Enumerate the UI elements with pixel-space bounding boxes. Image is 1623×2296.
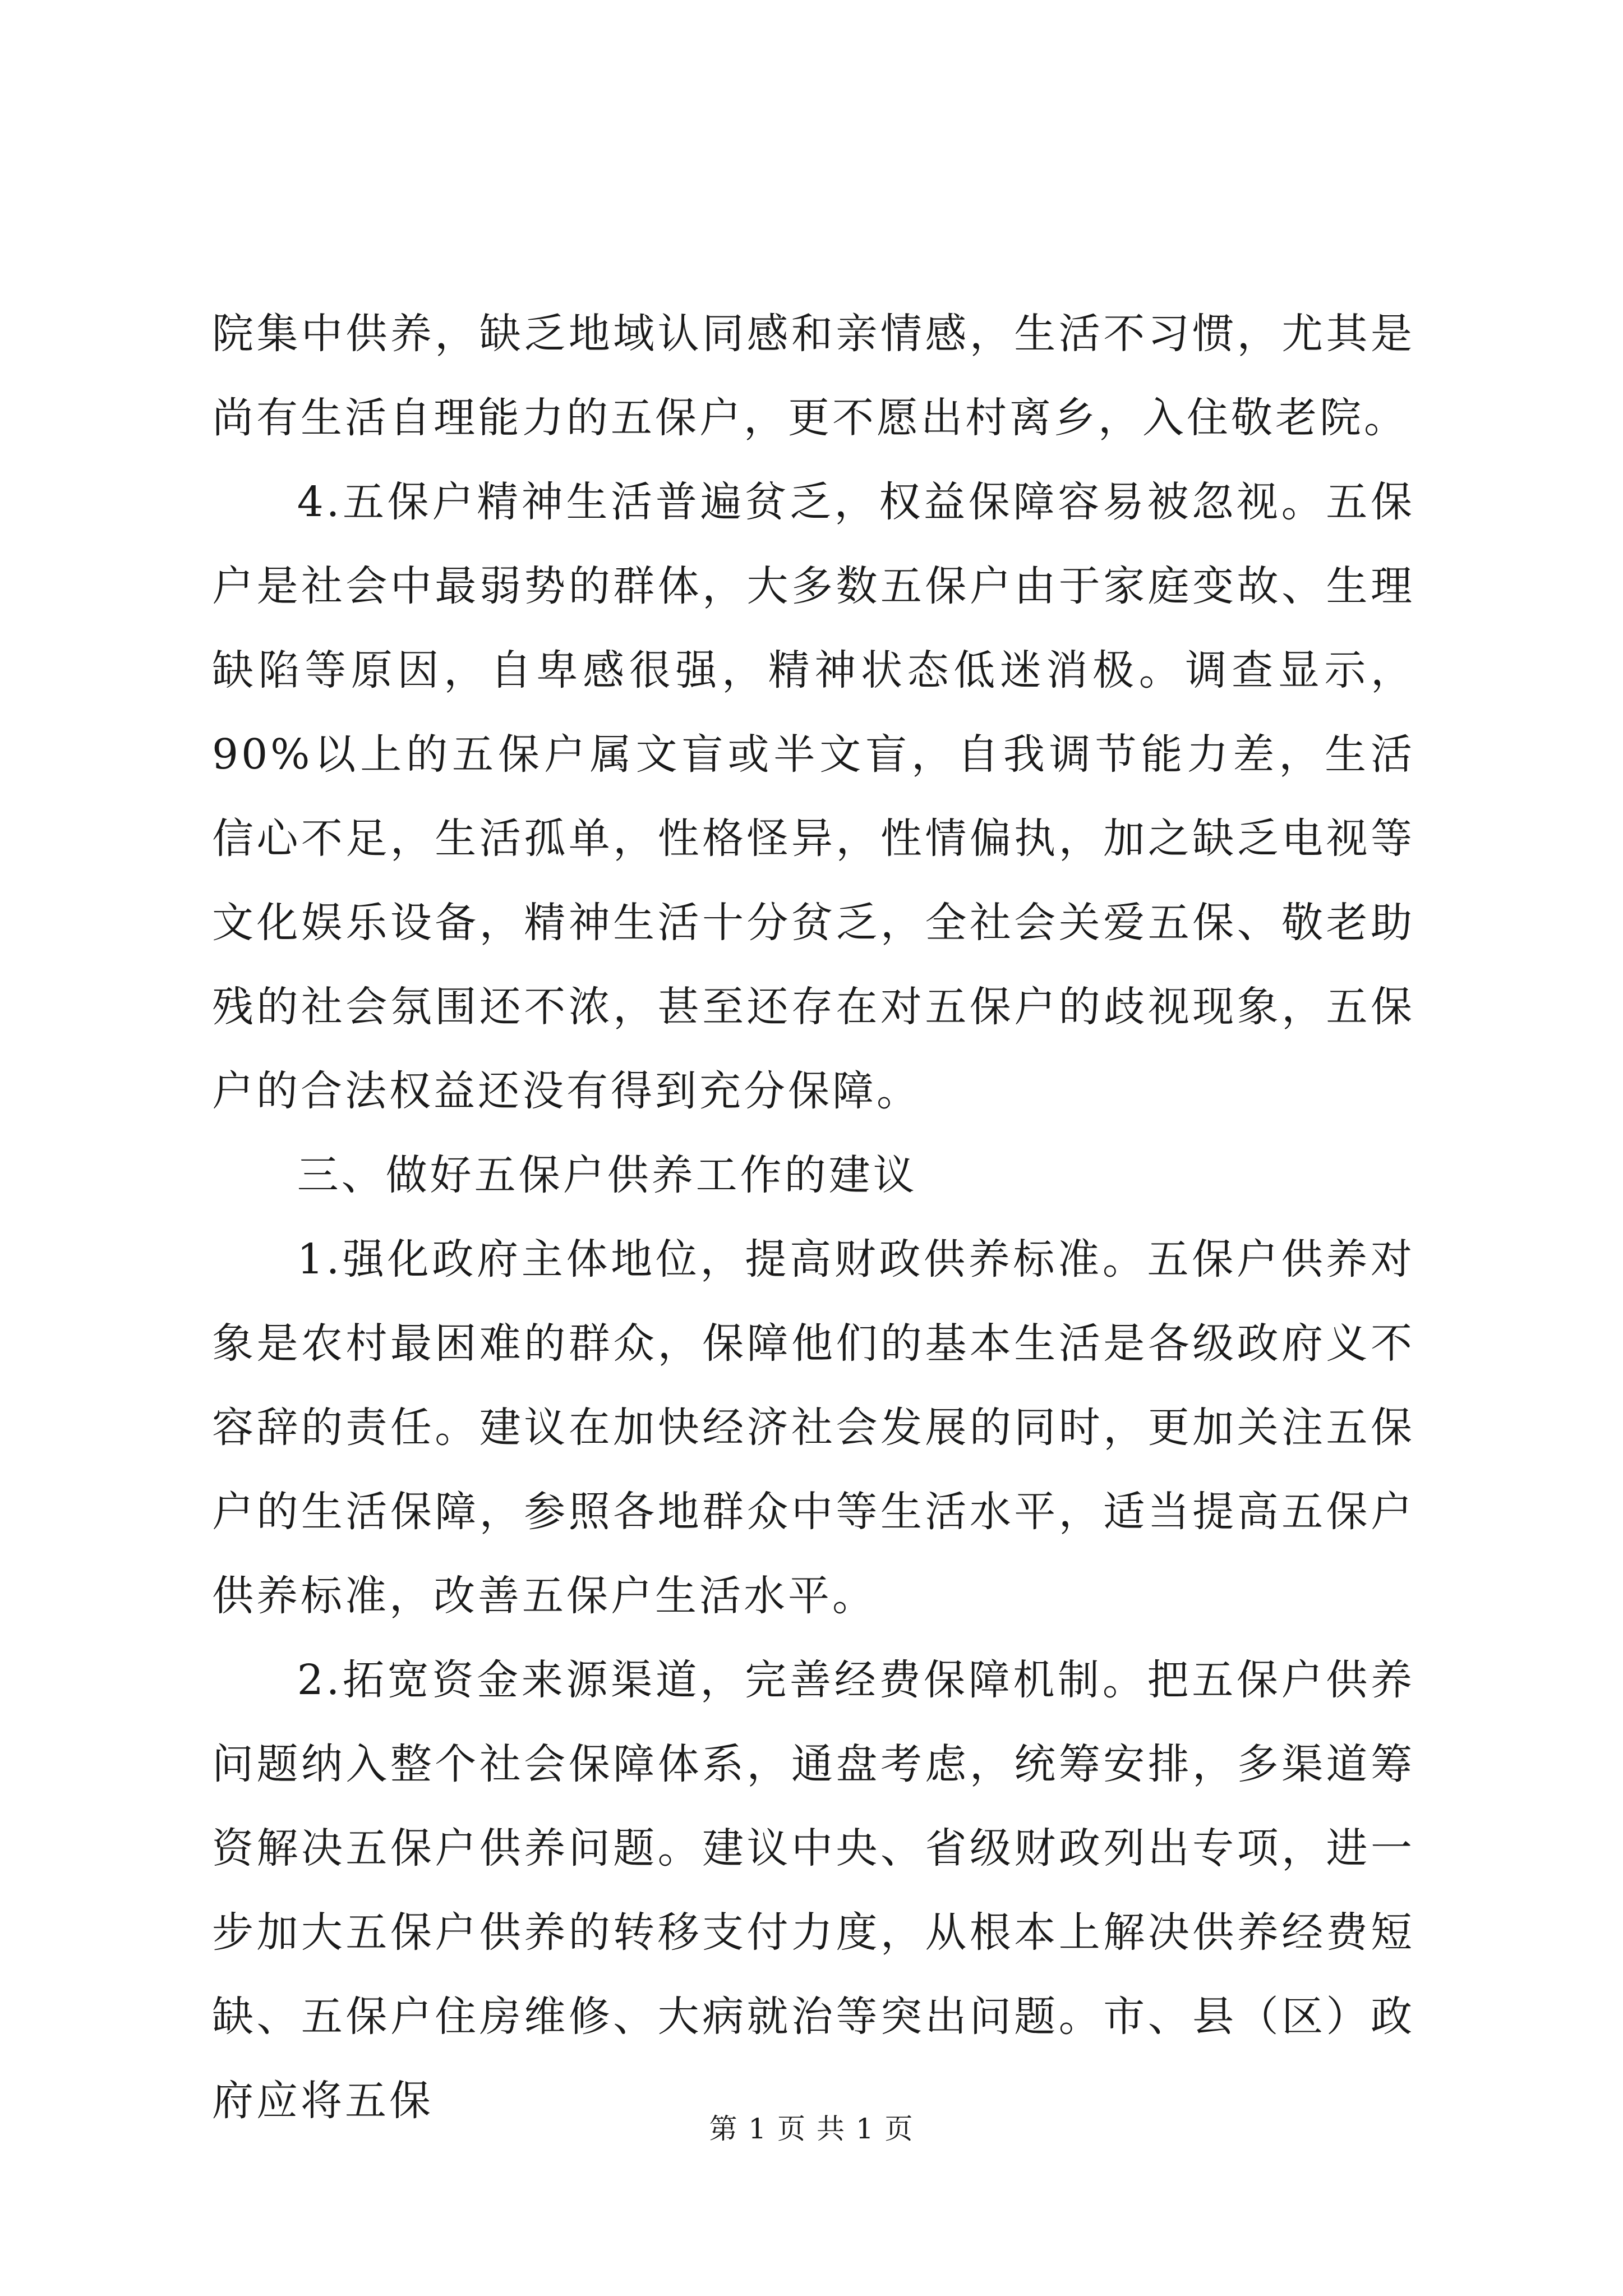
paragraph-continuation: 院集中供养，缺乏地域认同感和亲情感，生活不习惯，尤其是尚有生活自理能力的五保户，更不愿出村离乡，入住敬老院。: [212, 310, 1415, 442]
section-heading-3: 三、做好五保户供养工作的建议: [297, 1151, 917, 1199]
document-body: [212, 292, 1415, 2143]
paragraph-item-4: 4.五保户精神生活普遍贫乏，权益保障容易被忽视。五保户是社会中最弱势的群体，大多数五保户由于家庭变故、生理缺陷等原因，自卑感很强，精神状态低迷消极。调查显示，90%以上的五保户属文盲或半文盲，自我调节能力差，生活信心不足，生活孤单，性格怪异，性情偏执，加之缺乏电视等文化娱乐设备，精神生活十分贫乏，全社会关爱五保、敬老助残的社会氛围还不浓，甚至还存在对五保户的歧视现象，五保户的合法权益还没有得到充分保障。: [212, 478, 1415, 1115]
paragraph-item-1: 1.强化政府主体地位，提高财政供养标准。五保户供养对象是农村最困难的群众，保障他们的基本生活是各级政府义不容辞的责任。建议在加快经济社会发展的同时，更加关注五保户的生活保障，参照各地群众中等生活水平，适当提高五保户供养标准，改善五保户生活水平。: [212, 1235, 1415, 1620]
paragraph-item-2: 2.拓宽资金来源渠道，完善经费保障机制。把五保户供养问题纳入整个社会保障体系，通盘考虑，统筹安排，多渠道筹资解决五保户供养问题。建议中央、省级财政列出专项，进一步加大五保户供养的转移支付力度，从根本上解决供养经费短缺、五保户住房维修、大病就治等突出问题。市、县（区）政府应将五保: [212, 1656, 1415, 2125]
page-footer: 第 1 页 共 1 页: [709, 2113, 914, 2145]
